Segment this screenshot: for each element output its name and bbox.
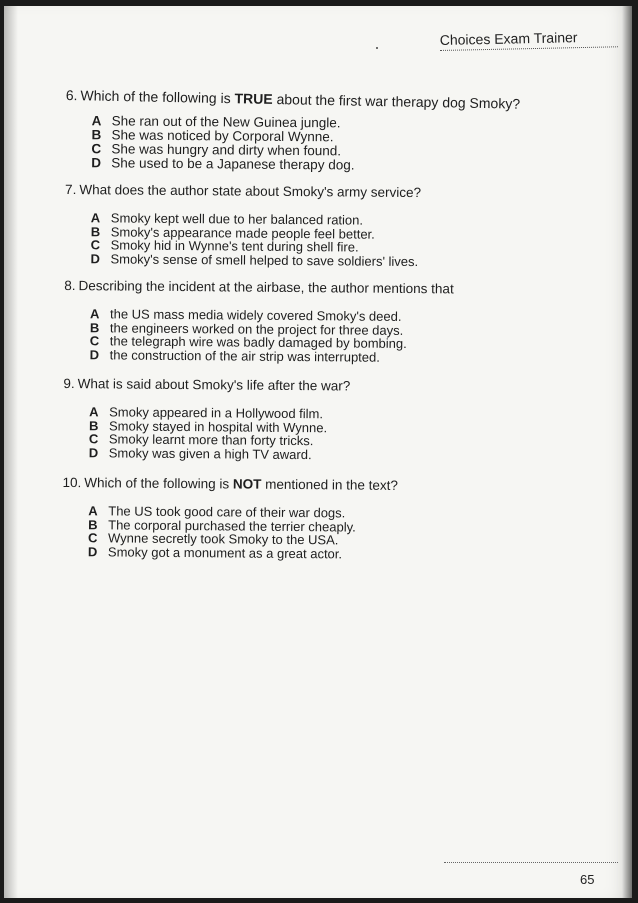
question-text (63, 375, 533, 397)
option-text: She was hungry and dirty when found. (111, 141, 342, 159)
question-text-end: about the first war therapy dog Smoky? (272, 90, 521, 112)
option-d[interactable] (89, 446, 533, 463)
option-d[interactable] (90, 252, 534, 269)
option-text: The US took good care of their war dogs. (108, 503, 346, 521)
question-text-start: Which of the following is (80, 87, 235, 107)
question-7 (64, 181, 535, 269)
page-number: 65 (580, 872, 595, 887)
option-letter: D (91, 155, 102, 171)
option-letter: D (89, 346, 100, 362)
option-text: She used to be a Japanese therapy dog. (111, 155, 355, 173)
option-letter: D (90, 250, 100, 266)
option-text: Smoky learnt more than forty tricks. (108, 431, 314, 449)
option-letter: C (90, 237, 101, 253)
option-letter: A (89, 404, 99, 420)
option-text: Smoky's sense of smell helped to save soldiers' lives. (110, 250, 419, 269)
option-text: She ran out of the New Guinea jungle. (111, 113, 341, 131)
option-letter: B (90, 223, 101, 239)
question-number: 8. (64, 277, 76, 294)
option-letter: A (89, 306, 100, 322)
question-list (62, 86, 536, 562)
question-text-start: What is said about Smoky's life after the war? (77, 376, 351, 394)
question-number: 10. (62, 474, 82, 491)
question-9 (63, 375, 534, 463)
option-letter: B (88, 417, 99, 433)
question-6 (65, 86, 536, 174)
question-8 (64, 277, 535, 365)
question-text-start: What does the author state about Smoky's army service? (79, 182, 422, 201)
option-text: the telegraph wire was badly damaged by bombing. (109, 333, 407, 351)
option-letter: C (91, 141, 102, 157)
option-letter: B (89, 319, 100, 335)
question-text (66, 86, 536, 113)
option-letter: B (88, 516, 98, 532)
option-d[interactable] (90, 348, 534, 365)
option-letter: D (88, 444, 99, 460)
option-letter: B (91, 127, 102, 143)
option-text: Smoky stayed in hospital with Wynne. (108, 417, 328, 435)
option-letter: A (91, 113, 102, 129)
question-emphasis: TRUE (234, 90, 273, 107)
option-d[interactable] (91, 156, 535, 174)
option-text: Smoky hid in Wynne's tent during shell fire. (110, 237, 359, 255)
question-text (62, 474, 532, 496)
question-text (65, 181, 535, 203)
option-letter: A (88, 503, 98, 519)
question-number: 6. (65, 86, 78, 104)
option-text: Smoky's appearance made people feel better. (110, 223, 375, 242)
option-text: Smoky was given a high TV award. (108, 444, 312, 462)
question-text-start: Describing the incident at the airbase, the author mentions that (78, 278, 454, 297)
option-text: the engineers worked on the project for three days. (109, 319, 404, 338)
option-list (91, 114, 535, 174)
question-text-end: mentioned in the text? (261, 476, 399, 493)
option-d[interactable] (88, 545, 532, 562)
option-letter: C (87, 530, 98, 546)
option-text: Smoky kept well due to her balanced ration. (110, 210, 364, 228)
option-text: Smoky appeared in a Hollywood film. (109, 404, 324, 422)
option-text: the construction of the air strip was interrupted. (109, 346, 380, 365)
option-list (90, 211, 534, 269)
book-page (4, 6, 632, 898)
question-text-start: Which of the following is (84, 475, 233, 492)
footer-rule (444, 862, 618, 863)
option-list (90, 307, 534, 365)
question-number: 9. (63, 375, 75, 392)
running-header: Choices Exam Trainer (440, 28, 618, 51)
option-list (89, 405, 533, 463)
question-10 (62, 474, 533, 562)
option-letter: C (88, 431, 99, 447)
option-letter: D (87, 543, 98, 559)
option-text: The corporal purchased the terrier cheaply. (108, 516, 356, 535)
option-letter: A (90, 210, 101, 226)
question-number: 7. (65, 181, 77, 198)
option-text: Wynne secretly took Smoky to the USA. (107, 530, 339, 548)
option-text: She was noticed by Corporal Wynne. (111, 127, 334, 145)
print-speck (376, 47, 378, 49)
option-list (88, 504, 532, 562)
option-letter: C (89, 333, 100, 349)
option-text: the US mass media widely covered Smoky's deed. (109, 306, 402, 324)
question-text (64, 277, 534, 299)
question-emphasis: NOT (232, 476, 262, 492)
option-text: Smoky got a monument as a great actor. (107, 543, 343, 561)
